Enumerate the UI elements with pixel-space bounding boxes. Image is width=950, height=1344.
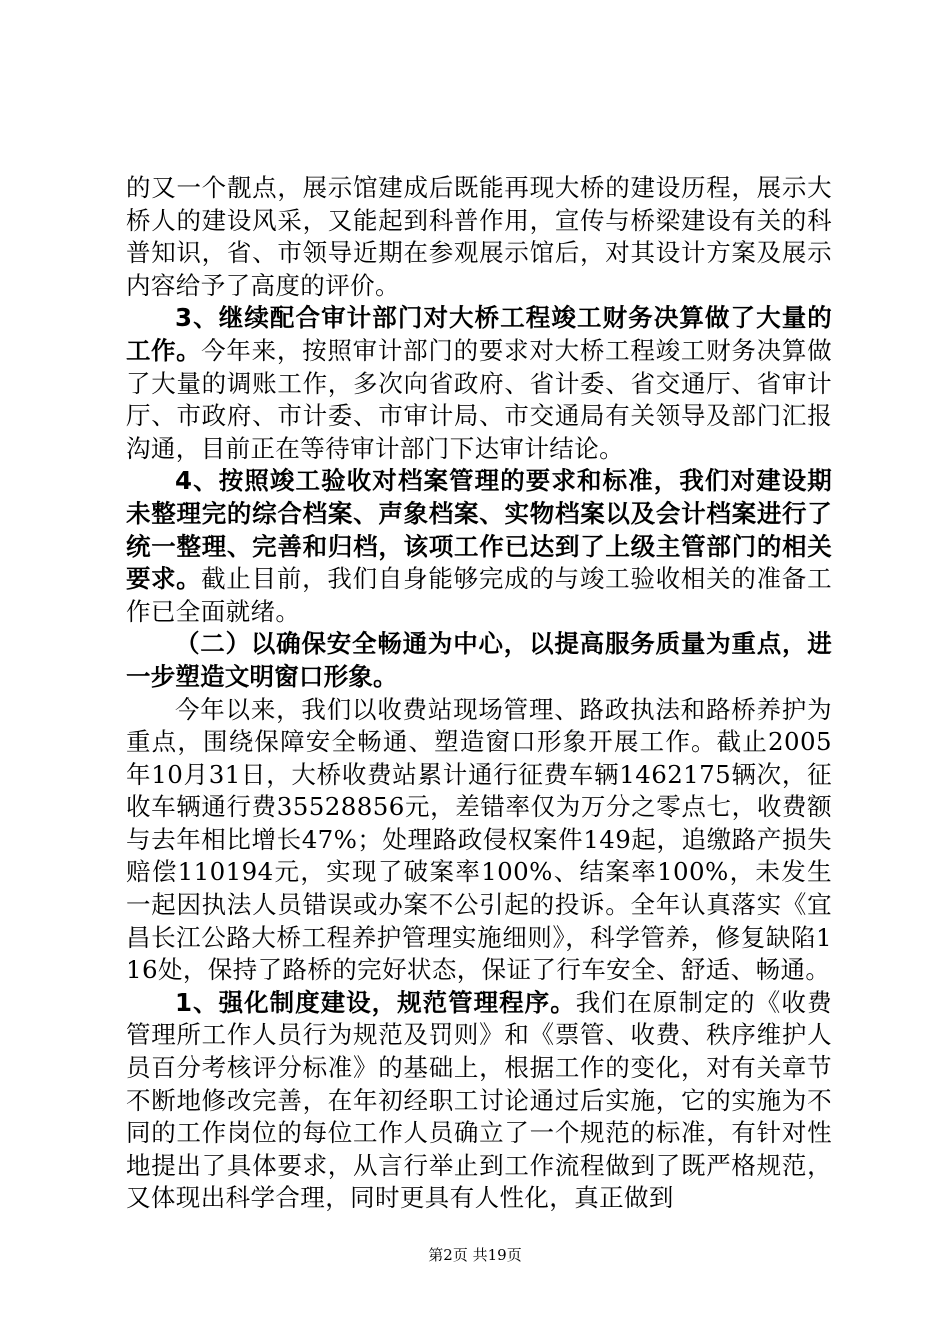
- paragraph-archive-management: [126, 465, 832, 628]
- paragraph-annual-summary: [126, 694, 832, 987]
- section-heading-text: （二）以确保安全畅通为中心，以提高服务质量为重点，进一步塑造文明窗口形象。: [126, 629, 832, 691]
- paragraph-audit-settlement: [126, 302, 832, 465]
- paragraph-text: 今年以来，我们以收费站现场管理、路政执法和路桥养护为重点，围绕保障安全畅通、塑造窗口形象开展工作。截止2005年10月31日，大桥收费站累计通行征费车辆1462175辆次，征收车辆通行费35528856元，差错率仅为万分之零点七，收费额与去年相比增长47%；处理路政侵权案件149起，追缴路产损失赔偿110194元，实现了破案率100%、结案率100%，未发生一起因执法人员错误或办案不公引起的投诉。全年认真落实《宜昌长江公路大桥工程养护管理实施细则》，科学管养，修复缺陷116处，保持了路桥的完好状态，保证了行车安全、舒适、畅通。: [126, 694, 832, 985]
- paragraph-heading: 3、继续配合审计部门对大桥工程竣工财务决算做了大量的工作。: [126, 303, 832, 365]
- page-footer: [0, 1245, 950, 1265]
- document-body: [126, 172, 832, 1215]
- paragraph-heading: 1、强化制度建设，规范管理程序。: [175, 987, 576, 1017]
- paragraph-system-building: [126, 987, 832, 1215]
- paragraph-heading: 4、按照竣工验收对档案管理的要求和标准，我们对建设期未整理完的综合档案、声象档案、实物档案以及会计档案进行了统一整理、完善和归档，该项工作已达到了上级主管部门的相关要求。: [126, 466, 832, 594]
- paragraph-text: 我们在原制定的《收费管理所工作人员行为规范及罚则》和《票管、收费、秩序维护人员百分考核评分标准》的基础上，根据工作的变化，对有关章节不断地修改完善，在年初经职工讨论通过后实施，它的实施为不同的工作岗位的每位工作人员确立了一个规范的标准，有针对性地提出了具体要求，从言行举止到工作流程做到了既严格规范，又体现出科学合理，同时更具有人性化，真正做到: [126, 987, 833, 1213]
- paragraph-text: 截止目前，我们自身能够完成的与竣工验收相关的准备工作已全面就绪。: [126, 564, 833, 626]
- paragraph-text: 的又一个靓点，展示馆建成后既能再现大桥的建设历程，展示大桥人的建设风采，又能起到科普作用，宣传与桥梁建设有关的科普知识，省、市领导近期在参观展示馆后，对其设计方案及展示内容给予了高度的评价。: [126, 173, 832, 300]
- paragraph-text: 今年来，按照审计部门的要求对大桥工程竣工财务决算做了大量的调账工作，多次向省政府、省计委、省交通厅、省审计厅、市政府、市计委、市审计局、市交通局有关领导及部门汇报沟通，目前正在等待审计部门下达审计结论。: [126, 335, 833, 463]
- section-heading-safety-service: [126, 628, 832, 693]
- page-number: 第2页 共19页: [428, 1246, 522, 1264]
- paragraph-continuation: [126, 172, 832, 302]
